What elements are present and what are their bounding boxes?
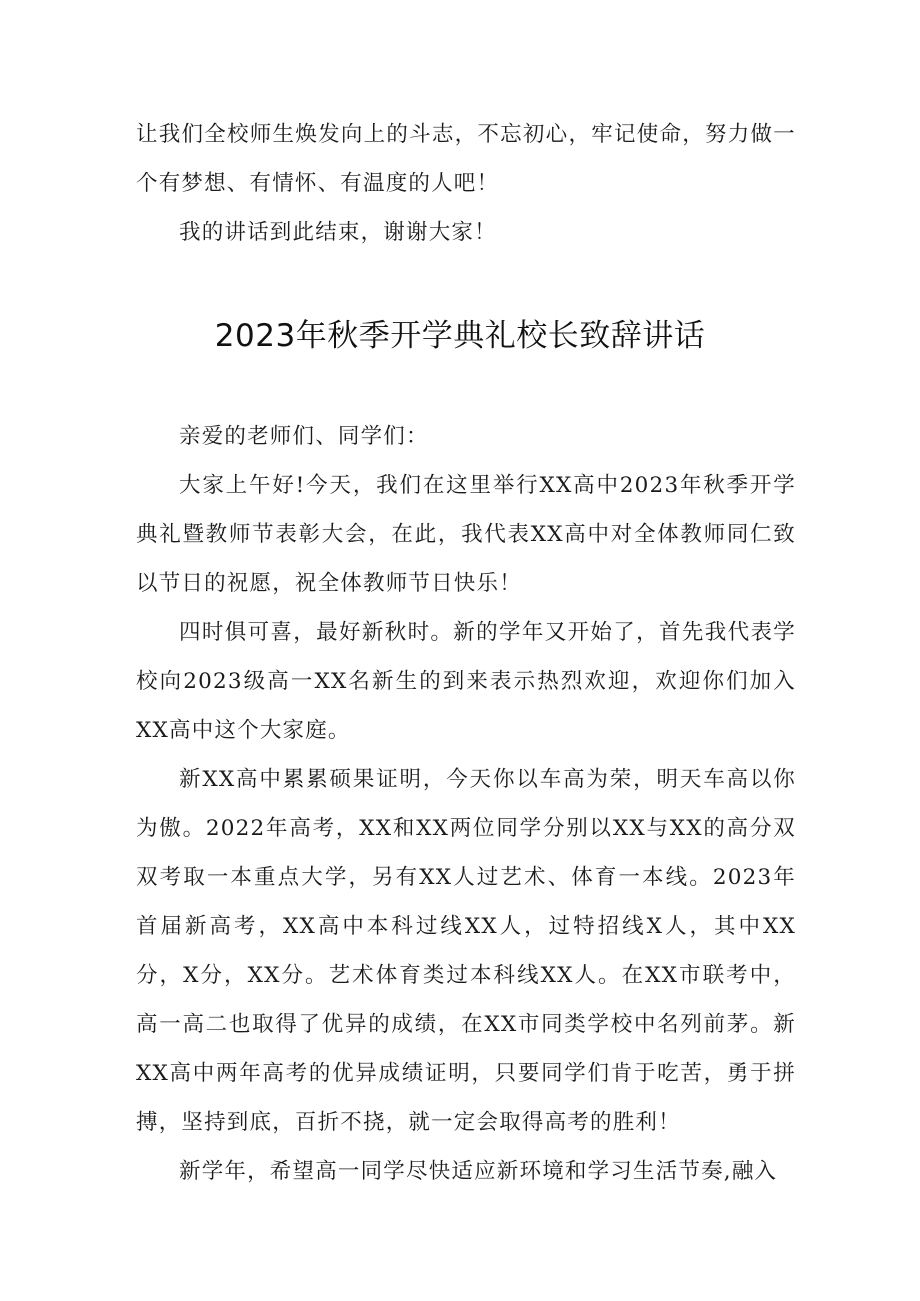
article-body xyxy=(136,412,796,1196)
paragraph-1: 大家上午好!今天，我们在这里举行XX高中2023年秋季开学典礼暨教师节表彰大会，在此，我代表XX高中对全体教师同仁致以节日的祝愿，祝全体教师节日快乐！ xyxy=(136,473,796,596)
paragraph-3: 新XX高中累累硕果证明，今天你以车高为荣，明天车高以你为傲。2022年高考，XX和XX两位同学分别以XX与XX的高分双双考取一本重点大学，另有XX人过艺术、体育一本线。2023年首届新高考，XX高中本科过线XX人，过特招线X人，其中XX分，X分，XX分。艺术体育类过本科线XX人。在XX市联考中，高一高二也取得了优异的成绩，在XX市同类学校中名列前茅。新XX高中两年高考的优异成绩证明，只要同学们肯于吃苦，勇于拼搏，坚持到底，百折不挠，就一定会取得高考的胜利！ xyxy=(136,767,796,1135)
article-title: 2023年秋季开学典礼校长致辞讲话 xyxy=(214,318,706,354)
previous-article-ending xyxy=(136,110,796,257)
previous-paragraph-2: 我的讲话到此结束，谢谢大家！ xyxy=(179,220,497,245)
previous-paragraph-1: 让我们全校师生焕发向上的斗志，不忘初心，牢记使命，努力做一个有梦想、有情怀、有温度的人吧！ xyxy=(136,122,796,196)
paragraph-4: 新学年，希望高一同学尽快适应新环境和学习生活节奏,融入 xyxy=(179,1159,778,1184)
paragraph-2: 四时俱可喜，最好新秋时。新的学年又开始了，首先我代表学校向2023级高一XX名新生的到来表示热烈欢迎，欢迎你们加入XX高中这个大家庭。 xyxy=(136,620,796,743)
salutation: 亲爱的老师们、同学们： xyxy=(179,424,429,449)
